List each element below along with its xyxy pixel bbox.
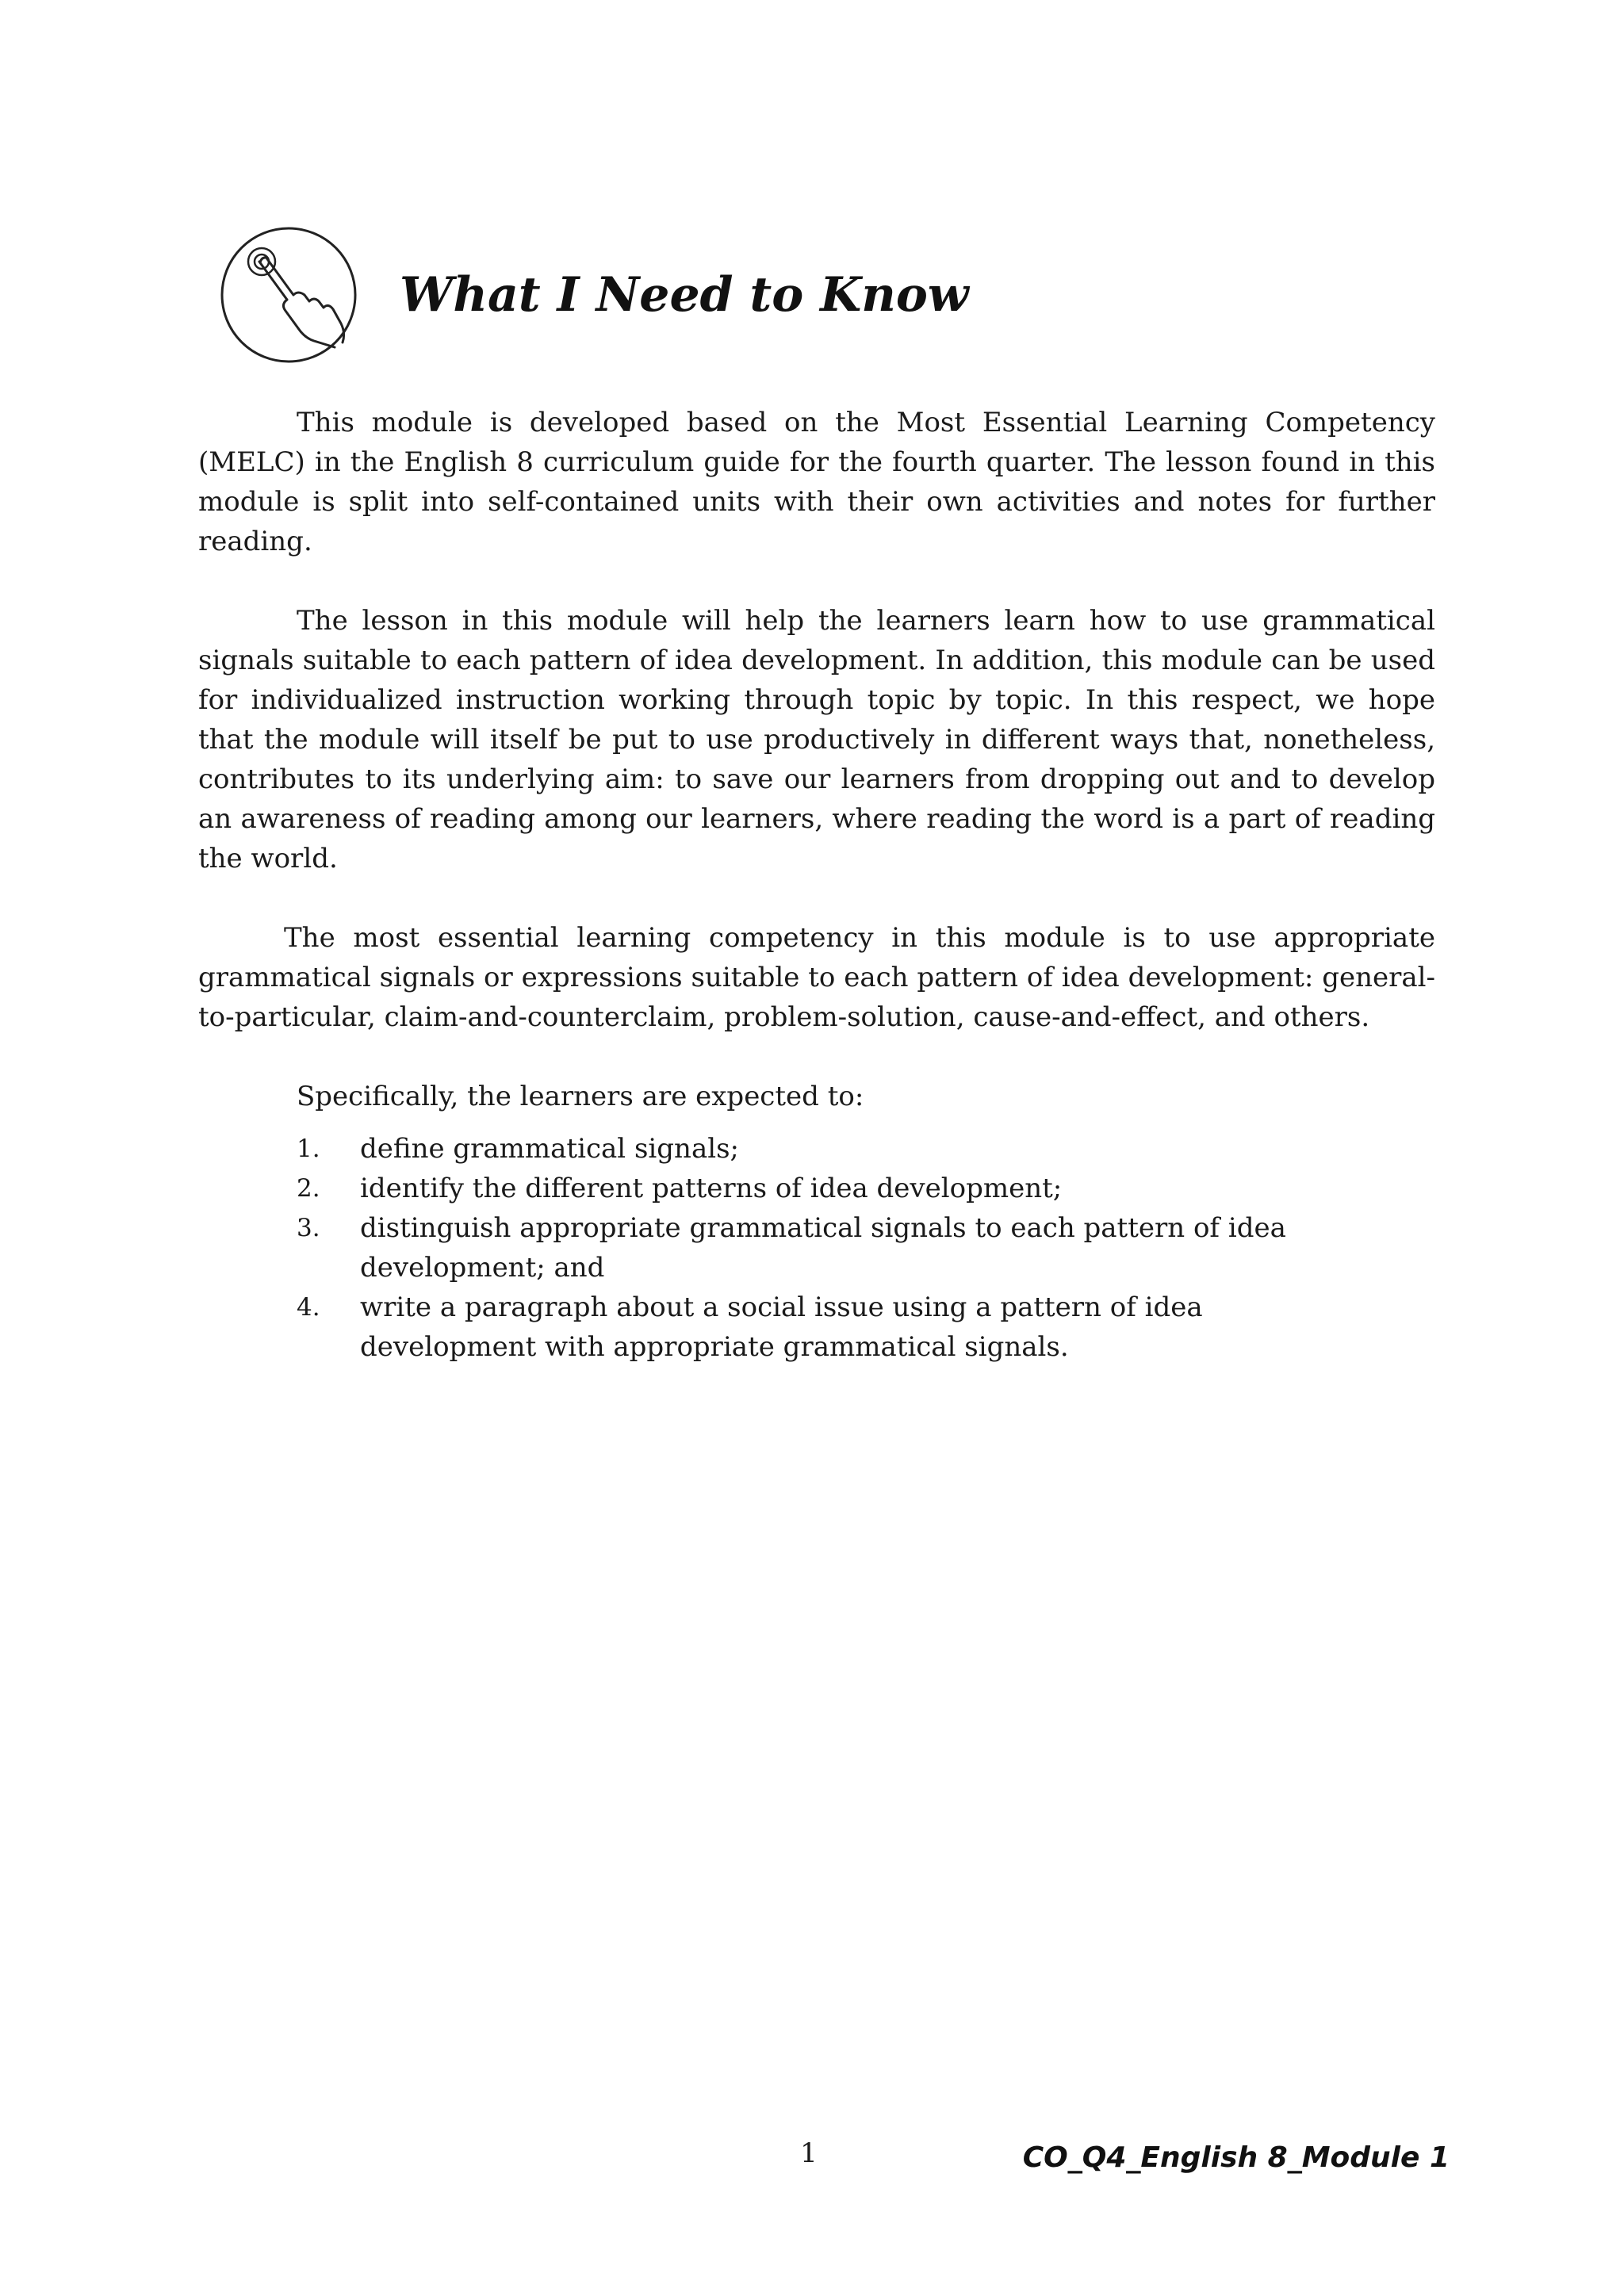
list-item [297,1169,1435,1208]
module-code: CO_Q4_English 8_Module 1 [1022,2141,1450,2174]
objectives-list [198,1129,1435,1367]
page-number: 1 [800,2137,818,2169]
purpose-paragraph: The lesson in this module will help the learners learn how to use grammatical signals suitable to each pattern of idea development. In addition, this module can be used for individualized instruction working through topic by topic. In this respect, we hope that the module will itself be put to use productively in different ways that, nonetheless, contributes to its underlying aim: to save our learners from dropping out and to develop an awareness of reading among our learners, where reading the word is a part of reading the world. [198,605,1435,874]
section-title: What I Need to Know [400,267,969,323]
list-item-number: 3. [297,1214,320,1242]
list-item [297,1208,1435,1288]
hand-pointer-icon [216,222,362,368]
list-item-text: identify the different patterns of idea development; [360,1173,1063,1204]
competency-paragraph: The most essential learning competency in this module is to use appropriate grammatical signals or expressions suitable to each pattern of idea development: general-to-particular, claim-and-counterclaim, problem-solution, cause-and-effect, and others. [198,922,1435,1033]
list-item-number: 1. [297,1135,320,1163]
list-item [297,1288,1435,1367]
list-item-text: distinguish appropriate grammatical signals to each pattern of idea development; and [360,1212,1286,1284]
objectives-intro: Specifically, the learners are expected to: [297,1081,864,1112]
module-body [198,403,1435,1367]
list-item-text: define grammatical signals; [360,1133,739,1165]
list-item-number: 4. [297,1293,320,1322]
list-item-number: 2. [297,1174,320,1203]
intro-paragraph: This module is developed based on the Most Essential Learning Competency (MELC) in the English 8 curriculum guide for the fourth quarter. The lesson found in this module is split into self-contained units with their own activities and notes for further reading. [198,407,1435,557]
section-header [216,222,1405,373]
list-item-text: write a paragraph about a social issue using a pattern of idea development with appropriate grammatical signals. [360,1292,1203,1363]
list-item [297,1129,1435,1169]
